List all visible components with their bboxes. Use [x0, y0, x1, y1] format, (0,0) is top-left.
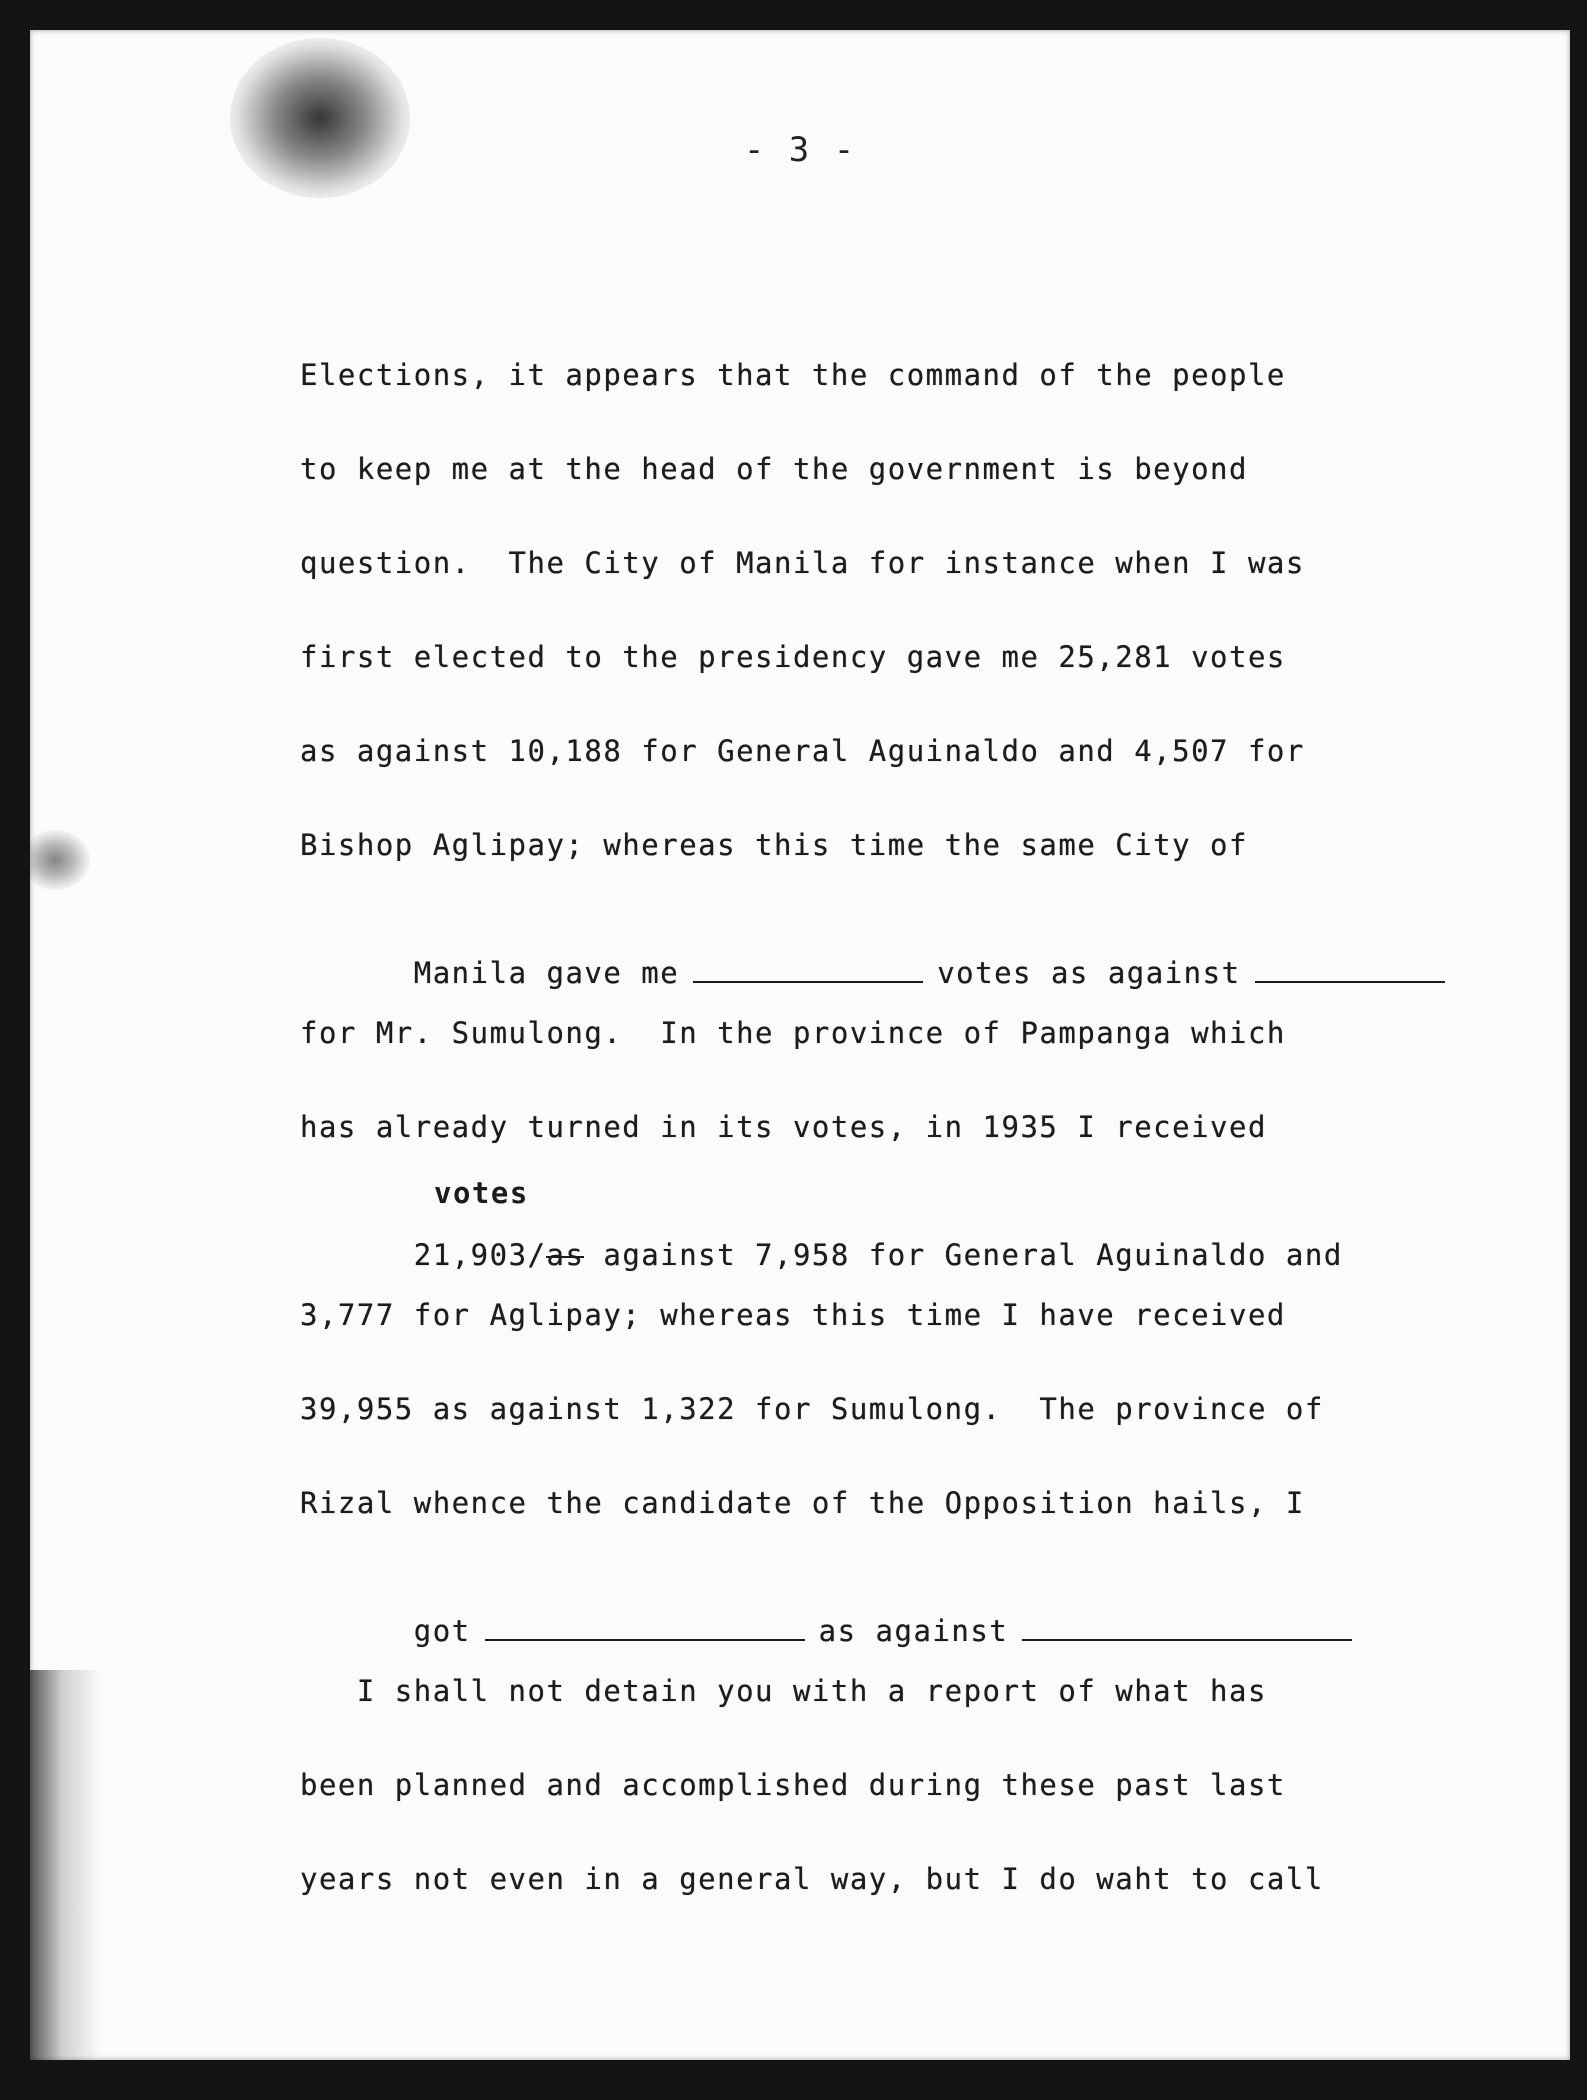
text-line: has already turned in its votes, in 1935 I received [300, 1110, 1267, 1144]
text-line: 39,955 as against 1,322 for Sumulong. The province of [300, 1392, 1324, 1426]
text-line: years not even in a general way, but I do waht to call [300, 1862, 1324, 1896]
text-line: for Mr. Sumulong. In the province of Pampanga which [300, 1016, 1286, 1050]
edge-wear [30, 1670, 100, 2060]
text-line-rizal [300, 1580, 1366, 1682]
rizal-text-2: as against [818, 1614, 1009, 1648]
text-line: first elected to the presidency gave me 25,281 votes [300, 640, 1286, 674]
text-line: Elections, it appears that the command of the people [300, 358, 1286, 392]
struck-word: as [546, 1238, 585, 1272]
text-line: to keep me at the head of the government is beyond [300, 452, 1248, 486]
text-line: Bishop Aglipay; whereas this time the same City of [300, 828, 1248, 862]
blank-field [485, 1635, 805, 1641]
page-number: - 3 - [743, 130, 857, 170]
text-line: question. The City of Manila for instance when I was [300, 546, 1305, 580]
pampanga-rest: against 7,958 for General Aguinaldo and [584, 1238, 1343, 1272]
text-line: been planned and accomplished during these past last [300, 1768, 1286, 1802]
text-line: 3,777 for Aglipay; whereas this time I have received [300, 1298, 1286, 1332]
text-line: Rizal whence the candidate of the Opposition hails, I [300, 1486, 1305, 1520]
ink-smudge [230, 38, 410, 198]
document-page [30, 30, 1570, 2060]
text-line: I shall not detain you with a report of what has [300, 1674, 1267, 1708]
text-line-manila [300, 922, 1459, 1024]
blank-field [693, 977, 923, 983]
blank-field [1255, 977, 1445, 983]
manila-text-2: votes as against [937, 956, 1241, 990]
text-line-pampanga [300, 1204, 1343, 1306]
text-line: as against 10,188 for General Aguinaldo and 4,507 for [300, 734, 1305, 768]
rizal-text-1: got [413, 1614, 471, 1648]
pampanga-number: 21,903/ [413, 1238, 547, 1272]
manila-text-1: Manila gave me [413, 956, 680, 990]
blank-field [1022, 1635, 1352, 1641]
handwritten-insertion: votes [434, 1176, 529, 1210]
ink-smudge [30, 830, 90, 890]
